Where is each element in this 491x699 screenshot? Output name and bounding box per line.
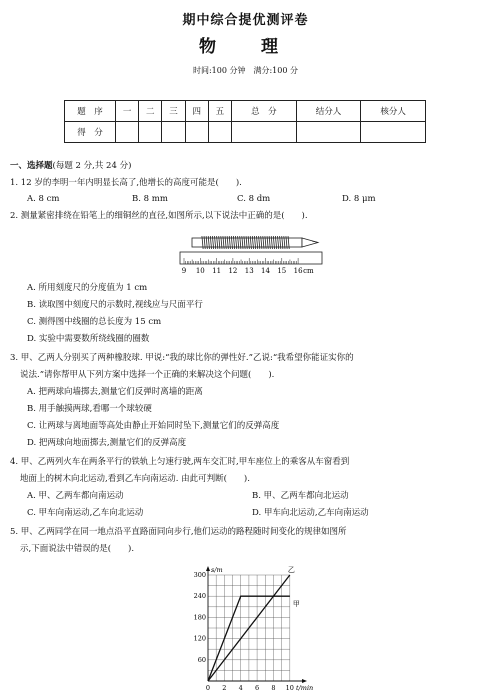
option-a[interactable]: A. 甲、乙两车都向南运动 (27, 491, 124, 501)
question-3-stem-line-2: 说法.”请你帮甲从下列方案中选择一个正确的来解决这个问题( ). (20, 370, 275, 380)
ruler-coil-figure (178, 234, 326, 276)
section-heading (10, 160, 131, 172)
ruler-tick-label: 10 (195, 267, 205, 275)
exam-title: 期中综合提优测评卷 (182, 13, 309, 28)
question-3-stem-line-1: 3. 甲、乙两人分别买了两种橡胶球. 甲说:“我的球比你的弹性好.”乙说:“我希望你能证实你的 (10, 353, 354, 363)
score-header-cell: 总 分 (232, 101, 297, 122)
x-tick-label: 10 (285, 684, 294, 692)
ruler-tick-label: 15 (277, 267, 287, 275)
score-cell[interactable] (185, 122, 208, 143)
question-2-option-b[interactable]: B. 读取图中刻度尺的示数时,视线应与尺面平行 (27, 300, 203, 310)
distance-time-chart (186, 565, 322, 697)
question-2-option-a[interactable]: A. 所用刻度尺的分度值为 1 cm (27, 283, 148, 293)
x-tick-label: 4 (238, 684, 243, 692)
score-header-cell: 四 (185, 101, 208, 122)
question-4-options-row-2 (27, 507, 477, 519)
x-tick-label: 0 (205, 684, 211, 692)
question-3-option-d[interactable]: D. 把两球向地面掷去,测量它们的反弹高度 (27, 438, 187, 448)
y-axis-label: s/m (211, 566, 223, 574)
y-tick-label: 60 (197, 655, 206, 664)
option-a[interactable]: A. 8 cm (27, 194, 60, 204)
x-tick-label: 8 (271, 684, 276, 692)
ruler-unit-label: cm (303, 267, 314, 275)
question-1-options (27, 193, 467, 205)
score-header-cell: 结分人 (296, 101, 361, 122)
score-header-cell: 二 (139, 101, 162, 122)
y-axis-arrow (206, 566, 210, 571)
subject-title: 物 理 (199, 37, 292, 57)
ruler-tick-label: 11 (212, 267, 222, 275)
score-cell[interactable] (139, 122, 162, 143)
question-3-option-b[interactable]: B. 用手触摸两球,看哪一个球较硬 (27, 404, 152, 414)
series-label-jia: 甲 (292, 600, 300, 609)
score-cell[interactable] (162, 122, 185, 143)
score-table (64, 100, 426, 143)
score-cell[interactable] (232, 122, 297, 143)
question-4-stem-line-1: 4. 甲、乙两列火车在两条平行的铁轨上匀速行驶,两车交汇时,甲车座位上的乘客从车窗看到 (10, 457, 350, 467)
question-1-stem: 1. 12 岁的李明一年内明显长高了,他增长的高度可能是( ). (10, 178, 242, 188)
option-b[interactable]: B. 甲、乙两车都向北运动 (252, 491, 349, 501)
x-tick-label: 2 (222, 684, 227, 692)
exam-meta: 时间:100 分钟 满分:100 分 (192, 66, 298, 75)
pencil-tip (302, 238, 318, 247)
ruler-tick-label: 16 (293, 267, 303, 275)
y-tick-label: 180 (193, 613, 206, 622)
option-d[interactable]: D. 甲车向北运动,乙车向南运动 (252, 508, 369, 518)
score-header-cell: 核分人 (361, 101, 426, 122)
ruler-tick-label: 13 (244, 267, 254, 275)
score-header-cell: 一 (116, 101, 139, 122)
question-4-options-row-1 (27, 490, 477, 502)
question-5-stem-line-2: 示,下面说法中错误的是( ). (20, 544, 135, 554)
y-tick-label: 300 (193, 571, 206, 579)
question-4-stem-line-2: 地面上的树木向北运动,看到乙车向南运动. 由此可判断( ). (20, 474, 250, 484)
ruler-tick-label: 9 (181, 267, 187, 275)
x-axis-label: t/min (296, 684, 314, 692)
y-tick-label: 240 (193, 592, 206, 601)
score-row-label: 得 分 (65, 122, 116, 143)
question-2-stem: 2. 测量紧密排绕在铅笔上的细铜丝的直径,如图所示,以下说法中正确的是( ). (10, 211, 308, 221)
score-table-score-row (65, 122, 426, 143)
section-note: (每题 2 分,共 24 分) (52, 161, 132, 171)
series-label-yi: 乙 (287, 566, 295, 574)
option-d[interactable]: D. 8 μm (342, 194, 376, 204)
y-tick-label: 120 (193, 634, 206, 643)
score-cell[interactable] (296, 122, 361, 143)
score-header-cell: 五 (208, 101, 231, 122)
question-3-option-c[interactable]: C. 让两球与离地面等高处由静止开始同时坠下,测量它们的反弹高度 (27, 421, 280, 431)
option-b[interactable]: B. 8 mm (132, 194, 168, 204)
option-c[interactable]: C. 8 dm (237, 194, 271, 204)
score-cell[interactable] (116, 122, 139, 143)
section-title: 一、选择题 (10, 161, 53, 171)
score-cell[interactable] (208, 122, 231, 143)
score-header-cell: 三 (162, 101, 185, 122)
question-2-option-d[interactable]: D. 实验中需要数所绕线圈的圈数 (27, 334, 150, 344)
x-tick-label: 6 (255, 684, 260, 692)
x-axis-arrow (302, 679, 307, 683)
question-2-option-c[interactable]: C. 测得图中线圈的总长度为 15 cm (27, 317, 162, 327)
question-5-stem-line-1: 5. 甲、乙两同学在同一地点沿平直路面同向步行,他们运动的路程随时间变化的规律如图所 (10, 527, 347, 537)
score-cell[interactable] (361, 122, 426, 143)
ruler-tick-label: 12 (228, 267, 238, 275)
question-3-option-a[interactable]: A. 把两球向墙掷去,测量它们反弹时离墙的距离 (27, 387, 203, 397)
option-c[interactable]: C. 甲车向南运动,乙车向北运动 (27, 508, 144, 518)
ruler-tick-label: 14 (261, 267, 270, 275)
score-table-header-row (65, 101, 426, 122)
score-header-cell: 题 序 (65, 101, 116, 122)
